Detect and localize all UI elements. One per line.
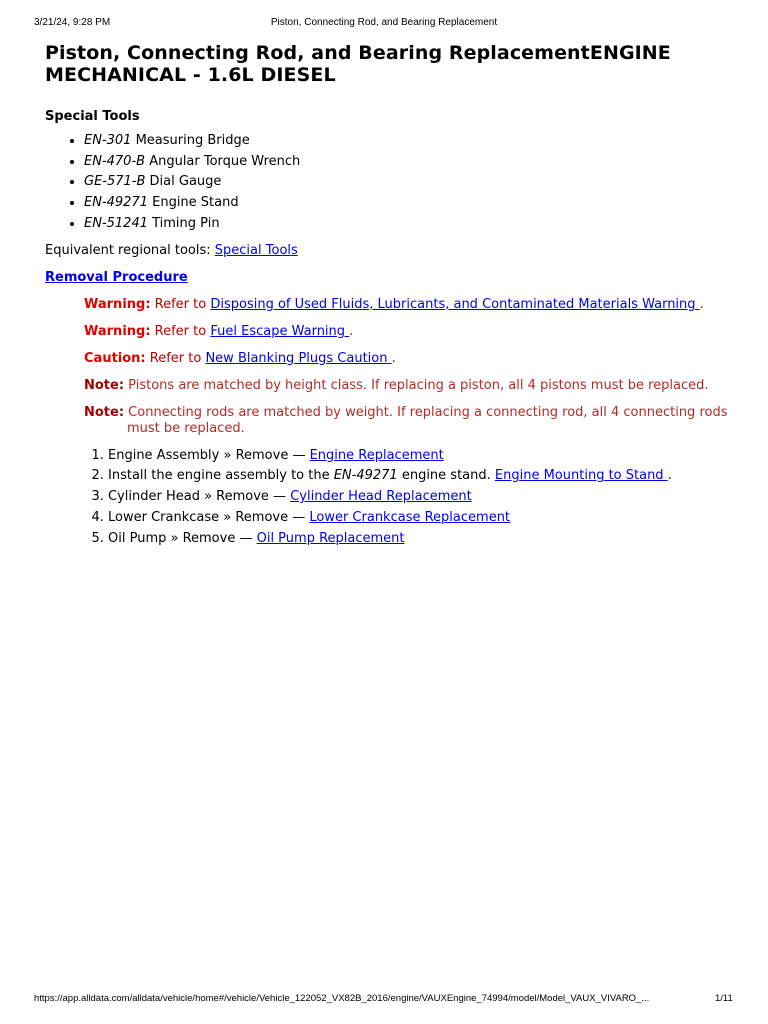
note-notice xyxy=(84,405,735,437)
equivalent-tools-text: Equivalent regional tools: xyxy=(45,242,215,258)
step-text: Oil Pump » Remove — xyxy=(108,530,257,546)
tool-item xyxy=(84,133,735,149)
notice-prefix: Refer to xyxy=(150,323,211,339)
warning-label: Warning: xyxy=(84,323,151,339)
notice-suffix: . xyxy=(391,350,396,366)
notice-suffix: . xyxy=(699,296,704,312)
special-tools-link[interactable]: Special Tools xyxy=(214,242,298,258)
warning-notice xyxy=(84,324,735,340)
disposing-fluids-warning-link[interactable]: Disposing of Used Fluids, Lubricants, and Contaminated Materials Warning xyxy=(210,296,700,312)
step-text: engine stand. xyxy=(397,468,495,484)
blanking-plugs-caution-link[interactable]: New Blanking Plugs Caution xyxy=(205,350,392,366)
engine-replacement-link[interactable]: Engine Replacement xyxy=(309,447,444,463)
removal-procedure-heading xyxy=(45,270,735,286)
tool-name: Engine Stand xyxy=(147,195,239,211)
step-suffix: . xyxy=(667,468,672,484)
step-item xyxy=(108,448,735,464)
tool-name: Dial Gauge xyxy=(145,174,222,190)
tool-code: GE-571-B xyxy=(84,174,146,190)
caution-notice xyxy=(84,351,735,367)
note-notice xyxy=(84,378,735,394)
tool-item xyxy=(84,195,735,211)
equivalent-tools-line xyxy=(45,243,735,259)
note-text: Connecting rods are matched by weight. If replacing a connecting rod, all 4 connecting rods must be replaced. xyxy=(124,404,728,436)
note-label: Note: xyxy=(84,404,125,420)
step-text: Cylinder Head » Remove — xyxy=(108,489,291,505)
tool-item xyxy=(84,216,735,232)
tool-name: Angular Torque Wrench xyxy=(145,153,301,169)
step-item xyxy=(108,531,735,547)
notice-suffix: . xyxy=(349,323,354,339)
page-title: Piston, Connecting Rod, and Bearing ReplacementENGINE MECHANICAL - 1.6L DIESEL xyxy=(45,42,671,86)
step-text: Install the engine assembly to the xyxy=(108,468,334,484)
oil-pump-link[interactable]: Oil Pump Replacement xyxy=(256,530,405,546)
tool-code: EN-49271 xyxy=(84,195,148,211)
step-item xyxy=(108,468,735,484)
tool-item xyxy=(84,174,735,190)
notice-prefix: Refer to xyxy=(145,350,206,366)
step-text: Engine Assembly » Remove — xyxy=(108,447,310,463)
fuel-escape-warning-link[interactable]: Fuel Escape Warning xyxy=(210,323,350,339)
special-tools-heading: Special Tools xyxy=(45,109,140,124)
tool-code: EN-49271 xyxy=(333,468,398,484)
tools-list xyxy=(45,133,735,232)
print-url: https://app.alldata.com/alldata/vehicle/home#/vehicle/Vehicle_122052_VX82B_2016/engine/VAUXEngine_74994/model/Model_VAUX_VIVARO_... xyxy=(34,993,650,1004)
tool-code: EN-51241 xyxy=(84,215,148,231)
tool-name: Timing Pin xyxy=(147,215,220,231)
step-item xyxy=(108,489,735,505)
tool-code: EN-470-B xyxy=(84,153,146,169)
page-number: 1/11 xyxy=(715,993,733,1004)
tool-name: Measuring Bridge xyxy=(131,133,250,148)
note-label: Note: xyxy=(84,377,125,393)
removal-steps-list xyxy=(45,448,735,547)
print-date: 3/21/24, 9:28 PM xyxy=(34,17,111,28)
caution-label: Caution: xyxy=(84,350,146,366)
tool-code: EN-301 xyxy=(84,133,132,148)
cylinder-head-link[interactable]: Cylinder Head Replacement xyxy=(290,489,472,505)
note-text: Pistons are matched by height class. If replacing a piston, all 4 pistons must be replaced. xyxy=(124,377,709,393)
tool-item xyxy=(84,154,735,170)
warning-notice xyxy=(84,297,735,313)
print-footer xyxy=(0,993,768,1005)
engine-mounting-link[interactable]: Engine Mounting to Stand xyxy=(494,468,668,484)
step-item xyxy=(108,510,735,526)
print-title: Piston, Connecting Rod, and Bearing Replacement xyxy=(270,17,498,28)
removal-procedure-link[interactable]: Removal Procedure xyxy=(45,269,188,285)
print-header xyxy=(0,17,768,29)
document-content xyxy=(45,42,735,551)
notice-prefix: Refer to xyxy=(150,296,211,312)
warning-label: Warning: xyxy=(84,296,151,312)
lower-crankcase-link[interactable]: Lower Crankcase Replacement xyxy=(309,509,511,525)
step-text: Lower Crankcase » Remove — xyxy=(108,509,310,525)
